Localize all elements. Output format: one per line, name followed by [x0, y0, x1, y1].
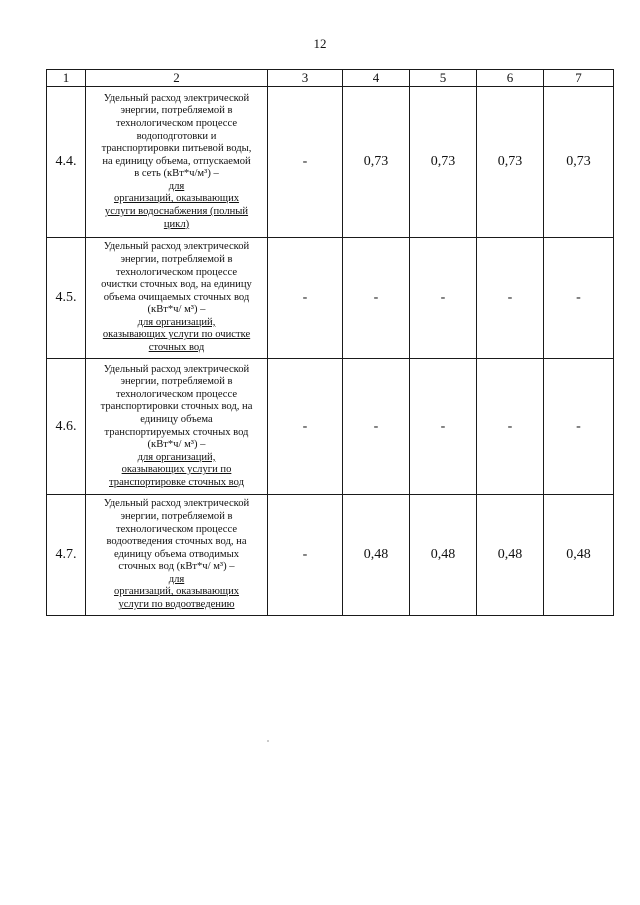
description-line: технологическом процессе — [115, 266, 238, 278]
description-line: (кВт*ч/ м³) – — [147, 304, 206, 316]
row-description — [86, 359, 268, 495]
value-col6: - — [477, 238, 544, 359]
description-line: транспортировки сточных вод, на — [100, 401, 253, 413]
column-header: 5 — [410, 70, 477, 87]
description-line: в сеть (кВт*ч/м³) – — [134, 168, 219, 180]
description-line: энергии, потребляемой в — [120, 510, 233, 522]
description-line: Удельный расход электрической — [103, 241, 250, 253]
value-col7: 0,73 — [544, 87, 614, 238]
description-line: объема очищаемых сточных вод — [103, 291, 250, 303]
column-header: 2 — [86, 70, 268, 87]
description-underlined-line: для организаций, — [137, 451, 216, 463]
description-line: водоподготовки и — [136, 130, 217, 142]
description-line: единицу объема — [140, 413, 213, 425]
value-col7: 0,48 — [544, 495, 614, 616]
description-underlined-line: услуги водоснабжения (полный — [104, 206, 249, 218]
row-number: 4.5. — [47, 238, 86, 359]
row-number: 4.4. — [47, 87, 86, 238]
value-col3: - — [268, 359, 343, 495]
value-col7: - — [544, 359, 614, 495]
description-underlined-line: для организаций, — [137, 316, 216, 328]
table-row — [47, 359, 614, 495]
column-header: 6 — [477, 70, 544, 87]
description-line: энергии, потребляемой в — [120, 376, 233, 388]
description-line: Удельный расход электрической — [103, 92, 250, 104]
column-header: 3 — [268, 70, 343, 87]
description-line: энергии, потребляемой в — [120, 105, 233, 117]
value-col5: 0,73 — [410, 87, 477, 238]
value-col5: 0,48 — [410, 495, 477, 616]
value-col5: - — [410, 359, 477, 495]
description-line: Удельный расход электрической — [103, 363, 250, 375]
row-number: 4.6. — [47, 359, 86, 495]
description-line: транспортируемых сточных вод — [104, 426, 249, 438]
description-line: водоотведения сточных вод, на — [106, 536, 247, 548]
value-col4: 0,48 — [343, 495, 410, 616]
scan-speck — [267, 740, 269, 742]
description-underlined-line: транспортировке сточных вод — [109, 476, 244, 488]
table-row — [47, 87, 614, 238]
description-line: технологическом процессе — [115, 388, 238, 400]
description-line: энергии, потребляемой в — [120, 253, 233, 265]
value-col6: 0,48 — [477, 495, 544, 616]
description-underlined-line: организаций, оказывающих — [113, 193, 240, 205]
column-header: 4 — [343, 70, 410, 87]
description-line: Удельный расход электрической — [103, 498, 250, 510]
header-row — [47, 70, 614, 87]
description-line: сточных вод (кВт*ч/ м³) – — [118, 561, 235, 573]
value-col3: - — [268, 87, 343, 238]
table-row — [47, 238, 614, 359]
column-header: 1 — [47, 70, 86, 87]
value-col3: - — [268, 238, 343, 359]
description-underlined-line: оказывающих услуги по — [121, 464, 232, 476]
description-underlined-line: цикл) — [163, 218, 190, 230]
description-underlined-line: оказывающих услуги по очистке — [102, 329, 251, 341]
description-underlined-line: организаций, оказывающих — [113, 586, 240, 598]
description-underlined-line: для — [168, 573, 185, 585]
description-line: транспортировки питьевой воды, — [101, 143, 252, 155]
description-line: технологическом процессе — [115, 523, 238, 535]
indicator-table — [46, 69, 614, 616]
row-description — [86, 238, 268, 359]
value-col3: - — [268, 495, 343, 616]
description-line: технологическом процессе — [115, 117, 238, 129]
page-number: 12 — [313, 36, 327, 51]
description-line: очистки сточных вод, на единицу — [101, 279, 252, 291]
description-line: на единицу объема, отпускаемой — [102, 155, 251, 167]
value-col5: - — [410, 238, 477, 359]
row-description — [86, 495, 268, 616]
description-underlined-line: услуги по водоотведению — [118, 599, 235, 611]
table-row — [47, 495, 614, 616]
value-col4: - — [343, 238, 410, 359]
description-line: (кВт*ч/ м³) – — [147, 439, 206, 451]
description-underlined-line: для — [168, 180, 185, 192]
value-col7: - — [544, 238, 614, 359]
value-col4: 0,73 — [343, 87, 410, 238]
description-line: единицу объема отводимых — [113, 548, 240, 560]
description-underlined-line: сточных вод — [148, 342, 205, 354]
value-col6: 0,73 — [477, 87, 544, 238]
value-col4: - — [343, 359, 410, 495]
column-header: 7 — [544, 70, 614, 87]
row-description — [86, 87, 268, 238]
value-col6: - — [477, 359, 544, 495]
row-number: 4.7. — [47, 495, 86, 616]
